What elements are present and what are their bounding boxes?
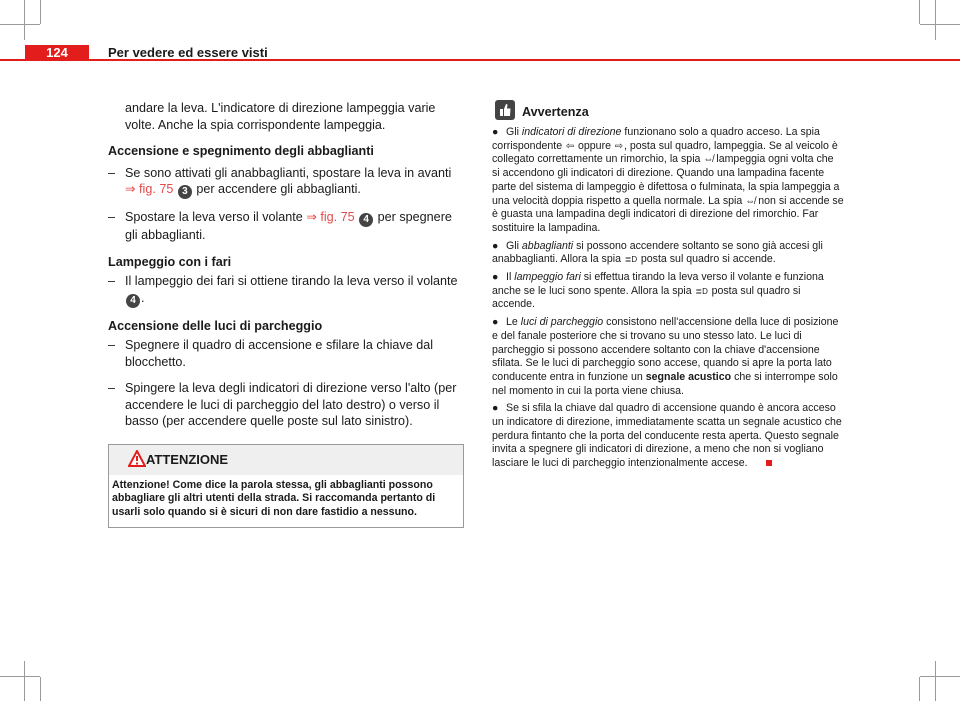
bullet: ●: [492, 239, 499, 252]
section-heading: Accensione e spegnimento degli abbaglianti: [108, 144, 374, 158]
text: oppure: [578, 139, 611, 152]
emphasis: indicatori di direzione: [521, 126, 622, 138]
page-number: 124: [25, 45, 89, 61]
figure-link[interactable]: ⇒ fig. 75: [125, 182, 174, 196]
list-item: [492, 126, 844, 236]
text: si possono accendere soltanto se sono già accesi gli anabbaglianti. Allora la spia: [492, 239, 823, 266]
crop-mark: [40, 677, 41, 701]
crop-mark: [935, 661, 936, 701]
list-item: [108, 273, 464, 308]
dash-marker: –: [108, 274, 116, 288]
trailer-indicator-icon: ⇎: [745, 195, 756, 207]
callout-number: 3: [178, 185, 192, 199]
turn-right-icon: ⇨: [614, 140, 624, 152]
trailer-indicator-icon: ⇎: [703, 154, 714, 166]
text: Gli: [506, 126, 519, 138]
text: per accendere gli abbaglianti.: [196, 182, 361, 196]
bullet: ●: [492, 126, 499, 138]
crop-mark: [40, 0, 41, 24]
list-item: [108, 209, 464, 244]
crop-mark: [920, 676, 960, 677]
text: Gli: [506, 239, 519, 252]
text: Il: [506, 271, 512, 284]
bullet: ●: [492, 271, 499, 284]
text: per spegnere gli abbaglianti.: [125, 210, 452, 242]
list-item: [108, 337, 464, 370]
crop-mark: [919, 677, 920, 701]
text: Spostare la leva verso il volante: [125, 210, 303, 224]
text: che si interrompe solo nel momento in cui la porta viene chiusa.: [492, 370, 838, 397]
dash-marker: –: [108, 210, 116, 224]
right-column: [492, 100, 844, 471]
crop-mark: [935, 0, 936, 40]
crop-mark: [0, 24, 40, 25]
text: lampeggia ogni volta che si accendono gli indicatori di direzione. Quando una lampadina facente parte del sistema di lampeggio è difettosa o fulminata, la spia lampeggia a una velocità doppia rispetto a quella normale. La spia: [492, 153, 840, 207]
text: Se sono attivati gli anabbaglianti, spostare la leva in avanti: [125, 165, 452, 180]
list-item: [492, 402, 844, 471]
list-item: [108, 165, 464, 200]
section-heading: Accensione delle luci di parcheggio: [108, 318, 323, 333]
warning-text: Attenzione! Come dice la parola stessa, gli abbaglianti possono abbagliare gli altri utenti della strada. Si raccomanda pertanto di usarli solo quando si è sicuri di non dare fastidio a nessuno.: [112, 478, 436, 518]
crop-mark: [24, 661, 25, 701]
list-item: [108, 380, 464, 430]
text: Le: [506, 316, 518, 329]
turn-left-icon: ⇦: [565, 140, 575, 152]
hand-note-icon: [495, 100, 515, 120]
crop-mark: [919, 0, 920, 24]
list-item: [492, 240, 844, 267]
end-of-section-marker: [766, 460, 772, 466]
warning-triangle-icon: [128, 450, 146, 467]
text: Spegnere il quadro di accensione e sfilare la chiave dal blocchetto.: [125, 338, 434, 369]
bullet: ●: [492, 316, 499, 329]
emphasis: lampeggio fari: [514, 271, 581, 284]
text: Se si sfila la chiave dal quadro di accensione quando è ancora acceso un indicatore di direzione, immediatamente scatta un segnale acustico che perdura fintanto che la porta del conducente resta aperta. Questo segnale invita a spegnere gli indicatori di direzione, a meno che non si vogliano lasciare le luci di parcheggio intenzionalmente accese.: [492, 402, 842, 470]
emphasis: abbaglianti: [521, 239, 574, 252]
text: non si accende se è guasta una lampadina degli indicatori di direzione del rimorchio. Far sostituire la lampadina.: [492, 194, 844, 234]
text: posta sul quadro si accende.: [640, 253, 776, 266]
text: , posta sul quadro, lampeggia. Se al veicolo è collegato correttamente un rimorchio, la spia: [492, 139, 838, 166]
text: si effettua tirando la leva verso il volante e funziona anche se le luci sono spente. Allora la spia: [492, 271, 824, 297]
warning-title: ATTENZIONE: [146, 451, 229, 467]
crop-mark: [0, 676, 40, 677]
dash-marker: –: [108, 338, 116, 352]
note-title: Avvertenza: [522, 105, 589, 119]
left-column: [108, 100, 464, 528]
dash-marker: –: [108, 381, 116, 395]
text: .: [141, 290, 145, 305]
crop-mark: [920, 24, 960, 25]
bullet: ●: [492, 402, 499, 415]
crop-mark: [24, 0, 25, 40]
figure-link[interactable]: ⇒ fig. 75: [306, 210, 355, 224]
list-item: [492, 316, 844, 398]
text: funzionano solo a quadro acceso. La spia corrispondente: [492, 126, 820, 152]
bold-term: segnale acustico: [645, 370, 732, 383]
section-heading: Lampeggio con i fari: [108, 254, 232, 269]
high-beam-icon: ≣D: [695, 286, 708, 296]
text: Spingere la leva degli indicatori di direzione verso l'alto (per accendere le luci di parcheggio del lato destro) o verso il basso (per accendere quelle poste sul lato sinistro).: [125, 381, 457, 428]
dash-marker: –: [108, 165, 116, 180]
callout-number: 4: [359, 213, 373, 227]
list-item: [492, 271, 844, 312]
text: Il lampeggio dei fari si ottiene tirando la leva verso il volante: [125, 274, 458, 288]
text: consistono nell'accensione della luce di posizione e del fanale posteriore che si trovano su uno stesso lato. Le luci di parcheggio si possono accendere soltanto con la chiave d'accensione sfilata. Se le luci di parcheggio sono accese, quando si apre la porta lato conducente entra in funzione un: [492, 316, 839, 383]
high-beam-icon: ≣D: [624, 255, 638, 265]
warning-box: [108, 444, 464, 528]
paragraph: andare la leva. L'indicatore di direzione lampeggia varie volte. Anche la spia corrispondente lampeggia.: [125, 101, 436, 132]
note-header: [492, 100, 844, 122]
text: posta sul quadro si accende.: [492, 284, 801, 311]
warning-header: [109, 445, 463, 475]
callout-number: 4: [126, 294, 140, 308]
page-title: Per vedere ed essere visti: [108, 45, 268, 60]
emphasis: luci di parcheggio: [520, 316, 604, 329]
